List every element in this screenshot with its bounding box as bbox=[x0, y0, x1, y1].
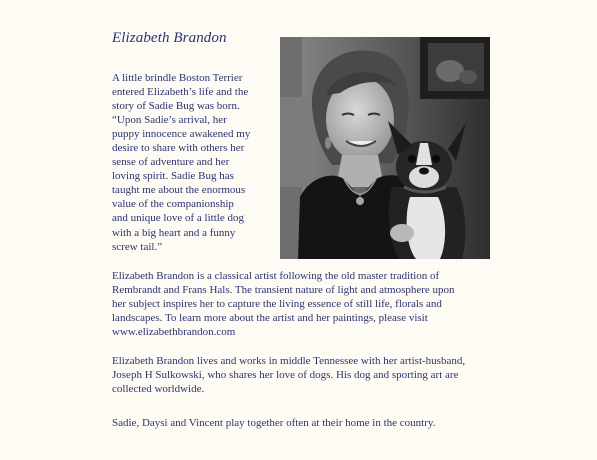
bio-line: landscapes. To learn more about the artist and her paintings, please visit bbox=[112, 312, 428, 325]
intro-line: story of Sadie Bug was born. bbox=[112, 100, 240, 113]
closing-paragraph bbox=[112, 416, 512, 430]
intro-line: A little brindle Boston Terrier bbox=[112, 72, 243, 84]
intro-line: with a big heart and a funny bbox=[112, 226, 236, 239]
intro-line: desire to share with others her bbox=[112, 142, 245, 155]
home-line: collected worldwide. bbox=[112, 383, 205, 396]
home-line: Joseph H Sulkowski, who shares her love of dogs. His dog and sporting art are bbox=[112, 369, 459, 382]
bio-line: Elizabeth Brandon is a classical artist following the old master tradition of bbox=[112, 270, 440, 282]
home-line: Elizabeth Brandon lives and works in middle Tennessee with her artist-husband, bbox=[112, 355, 466, 367]
intro-line: value of the companionship bbox=[112, 198, 234, 211]
intro-line: puppy innocence awakened my bbox=[112, 128, 251, 141]
intro-text bbox=[112, 71, 272, 254]
bio-line: her subject inspires her to capture the living essence of still life, florals and bbox=[112, 298, 442, 311]
website-link-text: www.elizabethbrandon.com bbox=[112, 326, 236, 339]
intro-line: taught me about the enormous bbox=[112, 184, 246, 197]
intro-line: loving spirit. Sadie Bug has bbox=[112, 170, 234, 183]
intro-line: screw tail.” bbox=[112, 240, 163, 253]
intro-line: sense of adventure and her bbox=[112, 156, 230, 169]
bio-line: Rembrandt and Frans Hals. The transient nature of light and atmosphere upon bbox=[112, 284, 455, 297]
home-paragraph bbox=[112, 354, 512, 396]
intro-line: “Upon Sadie’s arrival, her bbox=[112, 114, 227, 127]
author-photo bbox=[280, 37, 490, 259]
intro-line: and unique love of a little dog bbox=[112, 212, 244, 225]
page-title: Elizabeth Brandon bbox=[112, 30, 227, 46]
bio-paragraph bbox=[112, 269, 512, 339]
intro-line: entered Elizabeth’s life and the bbox=[112, 86, 249, 99]
closing-line: Sadie, Daysi and Vincent play together often at their home in the country. bbox=[112, 417, 436, 429]
